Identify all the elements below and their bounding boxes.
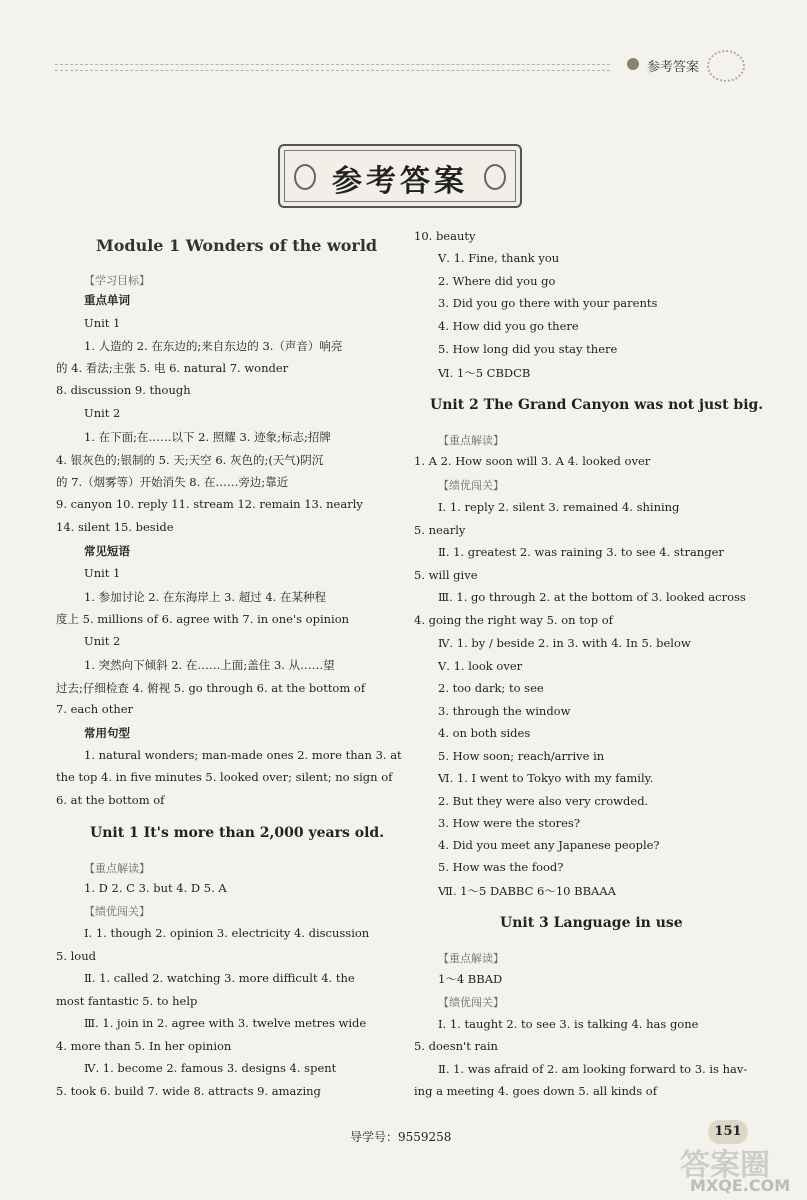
answer-line: Ⅶ. 1～5 DABBC 6～10 BBAAA	[438, 884, 616, 898]
answer-line: Ⅰ. 1. though 2. opinion 3. electricity 4. discussion	[84, 926, 370, 940]
answer-line: Ⅵ. 1～5 CBDCB	[438, 366, 531, 380]
section-heading: Unit 2 The Grand Canyon was not just big.	[430, 397, 764, 413]
section-heading: Unit 3 Language in use	[500, 915, 683, 931]
answer-line: 3. How were the stores?	[438, 816, 580, 830]
section-tag: 【重点解读】	[438, 434, 504, 447]
answer-line: 重点单词	[84, 293, 130, 307]
page-number: 151	[708, 1120, 748, 1144]
answer-line: 4. going the right way 5. on top of	[414, 613, 613, 627]
answer-line: 5. will give	[414, 568, 478, 582]
answer-line: Ⅴ. 1. Fine, thank you	[438, 251, 560, 265]
answer-line: Ⅰ. 1. reply 2. silent 3. remained 4. shining	[438, 500, 680, 514]
header-rule	[55, 64, 610, 65]
answer-line: 常见短语	[84, 544, 130, 558]
answer-line: 5. How soon; reach/arrive in	[438, 749, 605, 763]
section-tag: 【重点解读】	[438, 952, 504, 965]
answer-line: Unit 2	[84, 634, 121, 648]
answer-line: 2. Where did you go	[438, 274, 556, 288]
answer-line: 2. But they were also very crowded.	[438, 794, 649, 808]
section-tag: 【重点解读】	[84, 862, 150, 875]
answer-line: Unit 2	[84, 406, 121, 420]
header-dot-icon	[627, 58, 639, 70]
answer-line: Ⅱ. 1. was afraid of 2. am looking forward to 3. is hav-	[438, 1062, 748, 1076]
answer-line: 常用句型	[84, 726, 130, 740]
section-tag: 【学习目标】	[84, 274, 150, 287]
answer-line: 1. A 2. How soon will 3. A 4. looked over	[414, 454, 651, 468]
answer-line: 10. beauty	[414, 229, 476, 243]
answer-line: Ⅳ. 1. become 2. famous 3. designs 4. spent	[84, 1061, 337, 1075]
answer-line: Ⅲ. 1. go through 2. at the bottom of 3. looked across	[438, 590, 746, 604]
answer-line: Ⅳ. 1. by / beside 2. in 3. with 4. In 5. below	[438, 636, 691, 650]
answer-line: most fantastic 5. to help	[56, 994, 198, 1008]
answer-line: 4. Did you meet any Japanese people?	[438, 838, 660, 852]
title-banner	[278, 144, 522, 208]
answer-line: ing a meeting 4. goes down 5. all kinds of	[414, 1084, 657, 1098]
answer-line: 7. each other	[56, 702, 134, 716]
answer-line: Ⅴ. 1. look over	[438, 659, 523, 673]
section-heading: Unit 1 It's more than 2,000 years old.	[90, 825, 385, 841]
answer-line: 5. doesn't rain	[414, 1039, 498, 1053]
answer-line: 9. canyon 10. reply 11. stream 12. remain 13. nearly	[56, 497, 363, 511]
answer-line: 1. 在下面;在……以下 2. 照耀 3. 迹象;标志;招牌	[84, 430, 331, 444]
answer-line: Ⅰ. 1. taught 2. to see 3. is talking 4. has gone	[438, 1017, 699, 1031]
watermark-logo: 答案圈	[680, 1148, 770, 1183]
answer-line: 1. 参加讨论 2. 在东海岸上 3. 超过 4. 在某种程	[84, 590, 326, 604]
answer-line: 的 7.（烟雾等）开始消失 8. 在……旁边;靠近	[56, 475, 289, 489]
answer-line: 5. loud	[56, 949, 96, 963]
watermark-url: MXQE.COM	[690, 1176, 791, 1195]
answer-line: Ⅱ. 1. greatest 2. was raining 3. to see 4. stranger	[438, 545, 724, 559]
answer-line: 4. on both sides	[438, 726, 531, 740]
section-tag: 【绩优闯关】	[438, 479, 504, 492]
answer-line: the top 4. in five minutes 5. looked over; silent; no sign of	[56, 770, 393, 784]
page-title: 参考答案	[332, 164, 468, 199]
flower-ornament-icon	[707, 50, 745, 82]
answer-line: Ⅵ. 1. I went to Tokyo with my family.	[438, 771, 654, 785]
header-section-label: 参考答案	[647, 60, 700, 75]
answer-line: 的 4. 看法;主张 5. 电 6. natural 7. wonder	[56, 361, 289, 375]
answer-line: 5. How long did you stay there	[438, 342, 618, 356]
answer-line: 1. 突然向下倾斜 2. 在……上面;盖住 3. 从……望	[84, 658, 335, 672]
answer-line: 6. at the bottom of	[56, 793, 165, 807]
answer-line: 3. through the window	[438, 704, 571, 718]
section-heading: Module 1 Wonders of the world	[96, 236, 378, 255]
section-tag: 【绩优闯关】	[84, 905, 150, 918]
section-tag: 【绩优闯关】	[438, 996, 504, 1009]
header-rule	[55, 70, 610, 71]
guide-number: 导学号：9559258	[350, 1130, 452, 1144]
answer-line: 4. How did you go there	[438, 319, 579, 333]
answer-line: 5. How was the food?	[438, 860, 564, 874]
answer-line: 1. D 2. C 3. but 4. D 5. A	[84, 881, 227, 895]
answer-line: 5. took 6. build 7. wide 8. attracts 9. amazing	[56, 1084, 321, 1098]
answer-line: 14. silent 15. beside	[56, 520, 174, 534]
answer-line: 4. 银灰色的;银制的 5. 天;天空 6. 灰色的;(天气)阴沉	[56, 453, 324, 467]
answer-line: 8. discussion 9. though	[56, 383, 191, 397]
answer-line: 度上 5. millions of 6. agree with 7. in one's opinion	[56, 612, 350, 626]
answer-line: Ⅱ. 1. called 2. watching 3. more difficult 4. the	[84, 971, 355, 985]
answer-line: 5. nearly	[414, 523, 466, 537]
answer-line: 2. too dark; to see	[438, 681, 544, 695]
answer-line: Unit 1	[84, 316, 121, 330]
answer-line: Unit 1	[84, 566, 121, 580]
answer-line: 1. natural wonders; man-made ones 2. more than 3. at	[84, 748, 402, 762]
answer-line: 3. Did you go there with your parents	[438, 296, 658, 310]
answer-line: 1. 人造的 2. 在东边的;来自东边的 3.（声音）响亮	[84, 339, 343, 353]
answer-line: 1～4 BBAD	[438, 972, 503, 986]
answer-line: 过去;仔细检查 4. 俯视 5. go through 6. at the bottom of	[56, 681, 366, 695]
answer-line: 4. more than 5. In her opinion	[56, 1039, 232, 1053]
answer-line: Ⅲ. 1. join in 2. agree with 3. twelve metres wide	[84, 1016, 367, 1030]
